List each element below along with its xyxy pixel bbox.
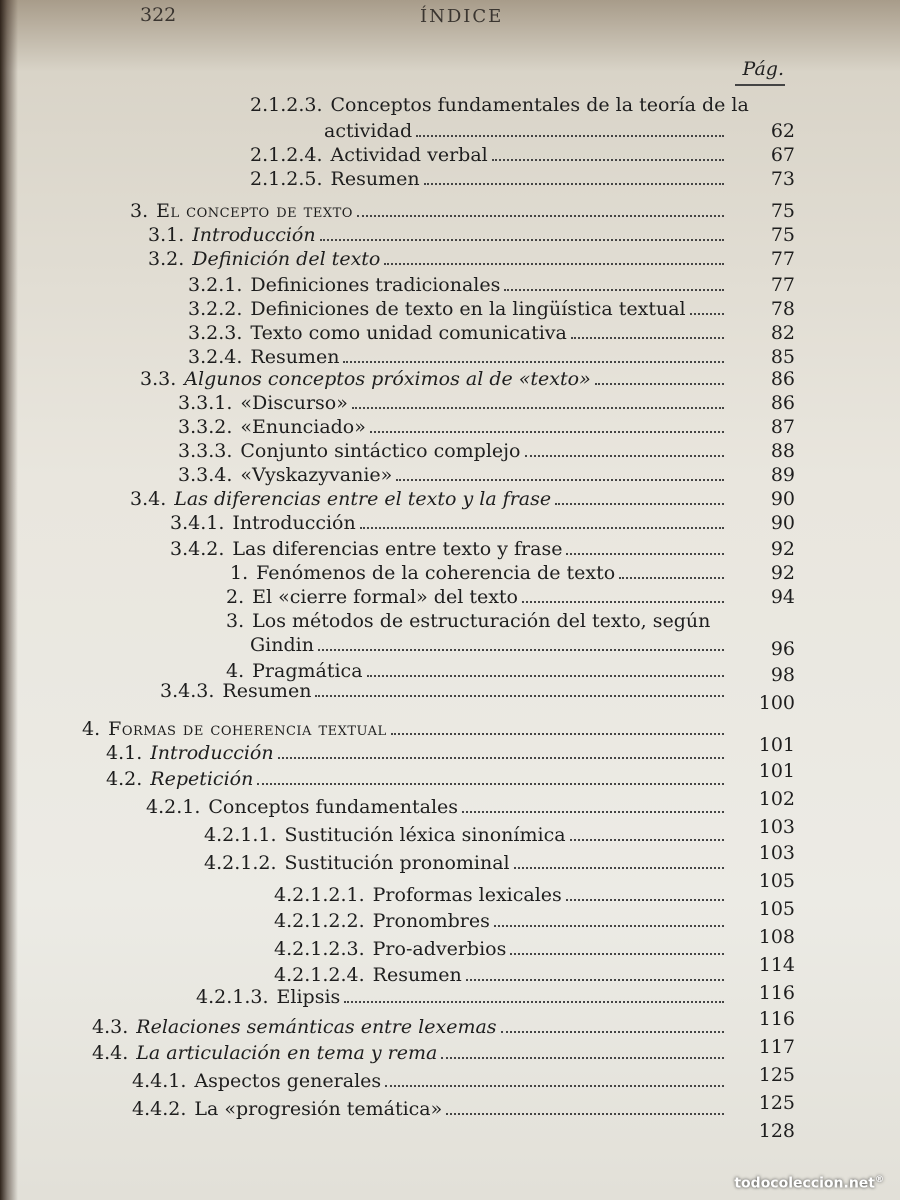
toc-entry-label: Introducción xyxy=(192,224,316,246)
toc-entry-page: 125 xyxy=(758,1064,795,1086)
toc-entry-page: 77 xyxy=(770,274,795,296)
toc-entry-label: Resumen xyxy=(222,680,312,702)
toc-entry-page: 82 xyxy=(770,322,795,344)
toc-entry-label: Elipsis xyxy=(276,986,341,1008)
toc-entry xyxy=(188,296,730,322)
dot-leader xyxy=(492,143,724,161)
toc-entry-number: 3.2.4. xyxy=(188,346,243,368)
toc-entry-label: La «progresión temática» xyxy=(194,1098,443,1120)
toc-entry xyxy=(178,390,730,416)
dot-leader xyxy=(595,367,724,385)
toc-entry xyxy=(132,1068,730,1094)
toc-entry-number: 3.4. xyxy=(130,488,167,510)
toc-entry-label: Resumen xyxy=(330,168,420,190)
toc-entry-page: 116 xyxy=(758,1008,795,1030)
toc-entry-number: 2.1.2.4. xyxy=(250,144,323,166)
dot-leader xyxy=(522,585,724,603)
toc-entry-page: 87 xyxy=(770,416,795,438)
toc-entry-label: Aspectos generales xyxy=(194,1070,382,1092)
toc-entry-label: La articulación en tema y rema xyxy=(136,1042,438,1064)
dot-leader xyxy=(344,985,724,1003)
toc-entry xyxy=(274,936,730,962)
dot-leader xyxy=(318,633,724,651)
toc-entry-label: Conceptos fundamentales de la teoría de la xyxy=(330,94,749,116)
toc-entry-number: 4. xyxy=(82,718,101,740)
toc-entry-number: 3. xyxy=(226,610,245,632)
toc-entry xyxy=(148,222,730,248)
dot-leader xyxy=(357,199,724,217)
dot-leader xyxy=(416,119,724,137)
dot-leader xyxy=(566,537,724,555)
toc-entry-page: 117 xyxy=(758,1036,795,1058)
toc-entry-number: 4.2.1.2.2. xyxy=(274,910,365,932)
toc-entry-page: 75 xyxy=(770,224,795,246)
toc-entry xyxy=(178,414,730,440)
dot-leader xyxy=(441,1041,724,1059)
toc-entry-number: 4.2.1.1. xyxy=(204,824,277,846)
toc-entry-number: 4.2.1. xyxy=(146,796,201,818)
toc-entry xyxy=(226,608,730,634)
toc-entry-number: 3.2.3. xyxy=(188,322,243,344)
dot-leader xyxy=(360,511,724,529)
toc-entry-number: 4.2.1.2.1. xyxy=(274,884,365,906)
toc-entry xyxy=(250,166,730,192)
toc-entry-number: 3.3. xyxy=(140,368,177,390)
toc-entry xyxy=(274,882,730,908)
toc-entry-label: Pronombres xyxy=(372,910,490,932)
toc-entry-number: 4.4. xyxy=(92,1042,129,1064)
dot-leader xyxy=(424,167,724,185)
toc-entry-page: 103 xyxy=(758,842,795,864)
dot-leader xyxy=(257,767,724,785)
toc-entry-label: Resumen xyxy=(250,346,340,368)
toc-entry xyxy=(92,1014,730,1040)
dot-leader xyxy=(555,487,724,505)
toc-entry-continuation xyxy=(250,632,730,658)
toc-entry xyxy=(132,1096,730,1122)
dot-leader xyxy=(446,1097,724,1115)
toc-entry-page: 62 xyxy=(770,120,795,142)
dot-leader xyxy=(571,321,724,339)
toc-entry xyxy=(250,142,730,168)
toc-entry-number: 3.2.2. xyxy=(188,298,243,320)
toc-entry-page: 92 xyxy=(770,562,795,584)
toc-entry xyxy=(204,850,730,876)
toc-entry xyxy=(140,366,730,392)
toc-entry-page: 128 xyxy=(758,1120,795,1142)
toc-entry-label: Proformas lexicales xyxy=(372,884,562,906)
toc-entry-number: 3.3.3. xyxy=(178,440,233,462)
toc-entry xyxy=(274,908,730,934)
toc-entry xyxy=(106,740,730,766)
dot-leader xyxy=(494,909,724,927)
toc-entry-page: 78 xyxy=(770,298,795,320)
toc-entry xyxy=(188,320,730,346)
toc-entry xyxy=(148,246,730,272)
toc-entry-page: 101 xyxy=(758,734,795,756)
toc-entry-label: El concepto de texto xyxy=(156,200,353,222)
dot-leader xyxy=(510,937,724,955)
toc-entry-number: 3.3.2. xyxy=(178,416,233,438)
toc-entry-number: 4.2.1.3. xyxy=(196,986,269,1008)
toc-entry-page: 73 xyxy=(770,168,795,190)
toc-entry-label: Formas de coherencia textual xyxy=(108,718,387,740)
toc-entry xyxy=(178,438,730,464)
toc-entry-label: Definiciones tradicionales xyxy=(250,274,501,296)
toc-entry-label: «Discurso» xyxy=(240,392,348,414)
toc-entry-page: 102 xyxy=(758,788,795,810)
toc-entry xyxy=(130,198,730,224)
dot-leader xyxy=(396,463,724,481)
toc-entry-label: Sustitución pronominal xyxy=(284,852,510,874)
toc-entry-number: 4.1. xyxy=(106,742,143,764)
toc-entry xyxy=(188,272,730,298)
toc-entry xyxy=(204,822,730,848)
toc-entry-page: 90 xyxy=(770,488,795,510)
toc-entry-number: 4.4.1. xyxy=(132,1070,187,1092)
watermark-registered-mark: ® xyxy=(875,1175,884,1186)
dot-leader xyxy=(501,1015,724,1033)
dot-leader xyxy=(367,659,724,677)
toc-entry-number: 3.4.1. xyxy=(170,512,225,534)
dot-leader xyxy=(385,1069,724,1087)
dot-leader xyxy=(504,273,724,291)
toc-entry-label: actividad xyxy=(324,120,413,142)
dot-leader xyxy=(466,963,724,981)
toc-entry-number: 1. xyxy=(230,562,249,584)
toc-entry-page: 108 xyxy=(758,926,795,948)
toc-entry-page: 105 xyxy=(758,870,795,892)
toc-entry xyxy=(170,536,730,562)
toc-entry-number: 4.4.2. xyxy=(132,1098,187,1120)
toc-entry-page: 86 xyxy=(770,392,795,414)
dot-leader xyxy=(462,795,724,813)
toc-entry-number: 4.2.1.2. xyxy=(204,852,277,874)
dot-leader xyxy=(514,851,724,869)
toc-entry-page: 88 xyxy=(770,440,795,462)
toc-entry-label: «Enunciado» xyxy=(240,416,366,438)
toc-entry-page: 98 xyxy=(770,664,795,686)
dot-leader xyxy=(370,415,724,433)
toc-entry-number: 4.3. xyxy=(92,1016,129,1038)
dot-leader xyxy=(343,345,724,363)
toc-entry-number: 3.1. xyxy=(148,224,185,246)
toc-entry-page: 92 xyxy=(770,538,795,560)
toc-entry xyxy=(106,766,730,792)
toc-entry-number: 4. xyxy=(226,660,245,682)
page-column-label: Pág. xyxy=(742,58,784,80)
page-number: 322 xyxy=(140,4,177,26)
running-head: ÍNDICE xyxy=(420,6,504,27)
toc-entry-label: Algunos conceptos próximos al de «texto» xyxy=(184,368,591,390)
toc-entry-number: 2.1.2.3. xyxy=(250,94,323,116)
dot-leader xyxy=(570,823,724,841)
toc-entry-number: 3.2. xyxy=(148,248,185,270)
toc-entry-label: Relaciones semánticas entre lexemas xyxy=(136,1016,497,1038)
toc-entry-page: 86 xyxy=(770,368,795,390)
toc-entry-label: Repetición xyxy=(150,768,254,790)
toc-entry-label: Definiciones de texto en la lingüística textual xyxy=(250,298,686,320)
dot-leader xyxy=(619,561,724,579)
dot-leader xyxy=(525,439,725,457)
toc-entry xyxy=(130,486,730,512)
watermark-logo xyxy=(734,1175,884,1192)
toc-entry-page: 114 xyxy=(758,954,795,976)
toc-entry-label: Conjunto sintáctico complejo xyxy=(240,440,521,462)
toc-entry xyxy=(170,510,730,536)
toc-entry-label: Fenómenos de la coherencia de texto xyxy=(256,562,616,584)
toc-entry-page: 103 xyxy=(758,816,795,838)
dot-leader xyxy=(566,883,724,901)
toc-entry-label: Las diferencias entre el texto y la frase xyxy=(174,488,552,510)
toc-entry-page: 67 xyxy=(770,144,795,166)
toc-entry-label: Sustitución léxica sinonímica xyxy=(284,824,566,846)
toc-entry-number: 3.2.1. xyxy=(188,274,243,296)
toc-entry-label: Texto como unidad comunicativa xyxy=(250,322,567,344)
toc-entry-page: 116 xyxy=(758,982,795,1004)
dot-leader xyxy=(352,391,724,409)
toc-entry-label: Resumen xyxy=(372,964,462,986)
toc-entry-label: Los métodos de estructuración del texto, según xyxy=(252,610,711,632)
dot-leader xyxy=(320,223,724,241)
toc-entry-label: Pragmática xyxy=(252,660,363,682)
toc-entry-page: 89 xyxy=(770,464,795,486)
toc-entry-page: 77 xyxy=(770,248,795,270)
toc-entry-label: Pro-adverbios xyxy=(372,938,507,960)
toc-entry-number: 4.2.1.2.4. xyxy=(274,964,365,986)
toc-entry-page: 90 xyxy=(770,512,795,534)
toc-entry-number: 2. xyxy=(226,586,245,608)
dot-leader xyxy=(690,297,724,315)
dot-leader xyxy=(278,741,724,759)
toc-entry-continuation xyxy=(324,118,730,144)
toc-entry-number: 3. xyxy=(130,200,149,222)
toc-entry-number: 2.1.2.5. xyxy=(250,168,323,190)
watermark-suffix: .net xyxy=(843,1176,875,1192)
toc-entry-page: 96 xyxy=(770,638,795,660)
toc-entry-label: «Vyskazyvanie» xyxy=(240,464,393,486)
toc-entry xyxy=(82,716,730,742)
toc-entry-page: 105 xyxy=(758,898,795,920)
toc-entry xyxy=(226,584,730,610)
toc-entry-number: 4.2. xyxy=(106,768,143,790)
toc-entry-label: Gindin xyxy=(250,634,314,656)
toc-entry-label: Actividad verbal xyxy=(330,144,488,166)
toc-entry-label: Introducción xyxy=(150,742,274,764)
toc-entry xyxy=(160,678,730,704)
toc-entry-number: 3.4.2. xyxy=(170,538,225,560)
toc-entry-label: Conceptos fundamentales xyxy=(208,796,459,818)
toc-entry-page: 85 xyxy=(770,346,795,368)
toc-entry-number: 3.4.3. xyxy=(160,680,215,702)
toc-entry-number: 3.3.4. xyxy=(178,464,233,486)
toc-entry xyxy=(230,560,730,586)
toc-entry-label: Definición del texto xyxy=(192,248,381,270)
dot-leader xyxy=(315,679,724,697)
toc-entry-number: 4.2.1.2.3. xyxy=(274,938,365,960)
dot-leader xyxy=(391,717,724,735)
toc-entry-page: 75 xyxy=(770,200,795,222)
toc-entry-label: Las diferencias entre texto y frase xyxy=(232,538,563,560)
toc-entry-label: Introducción xyxy=(232,512,356,534)
toc-entry-page: 125 xyxy=(758,1092,795,1114)
toc-entry-label: El «cierre formal» del texto xyxy=(252,586,518,608)
toc-entry xyxy=(146,794,730,820)
toc-entry xyxy=(250,92,749,118)
toc-entry xyxy=(178,462,730,488)
toc-entry xyxy=(92,1040,730,1066)
toc-entry-number: 3.3.1. xyxy=(178,392,233,414)
watermark-text: todocoleccion xyxy=(734,1176,844,1192)
dot-leader xyxy=(384,247,724,265)
toc-entry-page: 100 xyxy=(758,692,795,714)
toc-entry-page: 94 xyxy=(770,586,795,608)
toc-entry-page: 101 xyxy=(758,760,795,782)
toc-entry xyxy=(196,984,730,1010)
